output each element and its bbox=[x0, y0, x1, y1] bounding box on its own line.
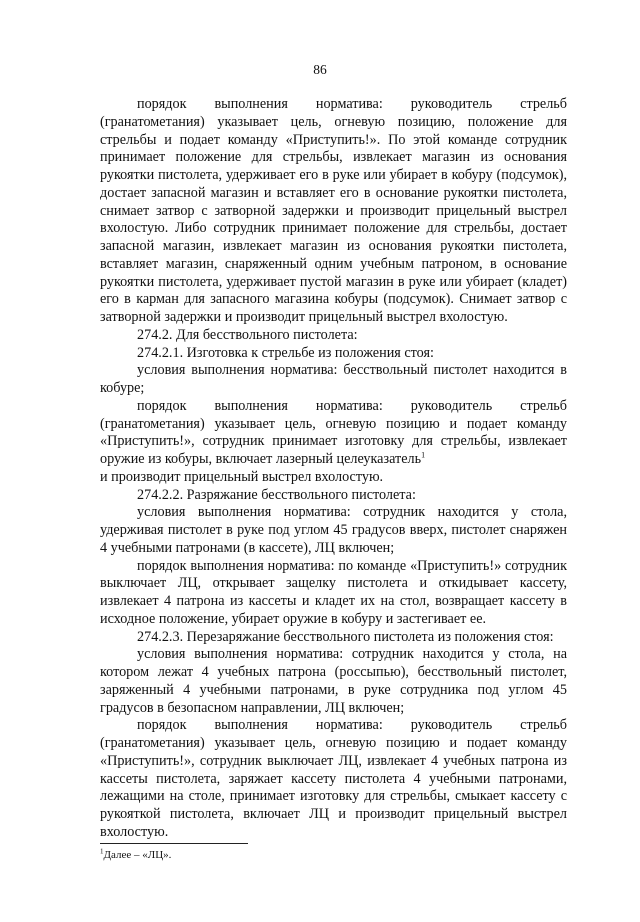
subsection-heading-274-2-2: 274.2.2. Разряжание бесствольного пистолета: bbox=[137, 486, 416, 503]
section-heading-274-2: 274.2. Для бесствольного пистолета: bbox=[137, 326, 358, 343]
paragraph-order-274-2-1 bbox=[100, 398, 567, 469]
footnote-divider bbox=[100, 843, 248, 844]
paragraph-order-274-2-2: порядок выполнения норматива: по команде «Приступить!» сотрудник выключает ЛЦ, открывает защелку пистолета и откидывает кассету, извлекает 4 патрона из кассеты и кладет их на стол, возвращает кассету в исходное положение, убирает оружие в кобуру и застегивает ее. bbox=[100, 557, 567, 627]
footnote-marker: 1 bbox=[100, 847, 104, 856]
document-body bbox=[100, 96, 567, 842]
paragraph-conditions-274-2-2: условия выполнения норматива: сотрудник находится у стола, удерживая пистолет в руке под углом 45 градусов вверх, пистолет снаряжен 4 учебными патронами (в кассете), ЛЦ включен; bbox=[100, 504, 567, 556]
subsection-heading-274-2-3: 274.2.3. Перезаряжание бесствольного пистолета из положения стоя: bbox=[137, 628, 554, 645]
paragraph-conditions-274-2-3: условия выполнения норматива: сотрудник находится у стола, на котором лежат 4 учебных патрона (россыпью), бесствольный пистолет, заряженный 4 учебными патронами, в руке сотрудника под углом 45 градусов в безопасном направлении, ЛЦ включен; bbox=[100, 646, 567, 716]
paragraph-order-274-2-1-text: порядок выполнения норматива: руководитель стрельб (гранатометания) указывает цель, огневую позицию и подает команду «Приступить!», сотрудник принимает изготовку для стрельбы, извлекает оружие из кобуры, включает лазерный целеуказатель bbox=[100, 397, 567, 467]
subsection-heading-274-2-1: 274.2.1. Изготовка к стрельбе из положения стоя: bbox=[137, 344, 434, 361]
footnote-text: Далее – «ЛЦ». bbox=[103, 849, 172, 861]
footnote-reference: 1 bbox=[421, 450, 426, 460]
paragraph-order-274-2-3: порядок выполнения норматива: руководитель стрельб (гранатометания) указывает цель, огневую позицию и подает команду «Приступить!», сотрудник выключает ЛЦ, извлекает 4 учебных патрона из кассеты пистолета, заряжает кассету пистолета 4 учебными патронами, лежащими на столе, принимает изготовку для стрельбы, смыкает кассету с рукояткой пистолета, включает ЛЦ и производит прицельный выстрел вхолостую. bbox=[100, 717, 567, 840]
paragraph-order-274-2-1-continued: и производит прицельный выстрел вхолостую. bbox=[100, 468, 384, 485]
paragraph-order-of-execution-magazine: порядок выполнения норматива: руководитель стрельб (гранатометания) указывает цель, огневую позицию, положение для стрельбы и подает команду «Приступить!». По этой команде сотрудник принимает положение для стрельбы, извлекает магазин из основания рукоятки пистолета, удерживает его в руке или убирает в кобуру (подсумок), достает запасной магазин и вставляет его в основание рукоятки пистолета, снимает затвор с затворной задержки и производит прицельный выстрел вхолостую. Либо сотрудник принимает положение для стрельбы, достает запасной магазин, извлекает магазин из основания рукоятки пистолета, вставляет магазин, снаряженный одним учебным патроном, в основание рукоятки пистолета, удерживает пустой магазин в руке или убирает (кладет) его в карман для запасного магазина кобуры (подсумок). Снимает затвор с затворной задержки и производит прицельный выстрел вхолостую. bbox=[100, 96, 567, 325]
paragraph-conditions-274-2-1: условия выполнения норматива: бесствольный пистолет находится в кобуре; bbox=[100, 362, 567, 396]
footnote bbox=[100, 849, 171, 862]
page-number: 86 bbox=[313, 62, 327, 77]
